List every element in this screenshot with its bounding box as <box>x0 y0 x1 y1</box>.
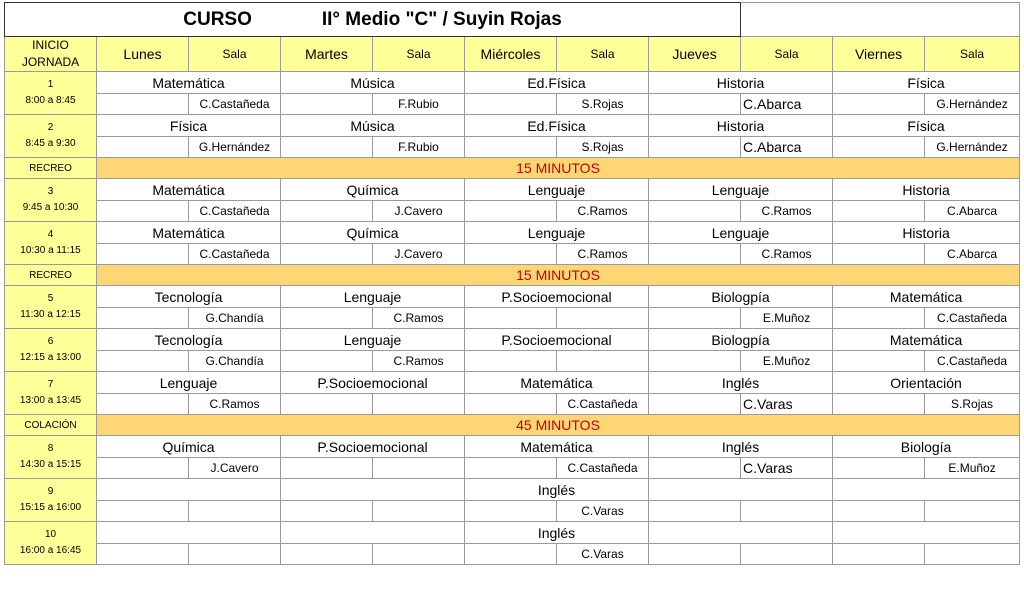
block-time: 14:30 a 15:15 <box>19 459 82 470</box>
teacher-cell: C.Abarca <box>925 244 1020 265</box>
teacher-cell: C.Castañeda <box>557 394 649 415</box>
subject-cell: Lenguaje <box>281 286 465 308</box>
teacher-cell: E.Muñoz <box>925 458 1020 479</box>
room-cell <box>281 201 373 222</box>
block-teacher-row <box>5 137 1020 158</box>
subject-cell <box>833 479 1020 501</box>
block-number: 5 <box>47 293 54 304</box>
subject-cell: Historia <box>833 179 1020 201</box>
subject-cell: P.Socioemocional <box>465 286 649 308</box>
teacher-cell: J.Cavero <box>373 201 465 222</box>
break-row <box>5 415 1020 436</box>
teacher-cell: C.Ramos <box>373 351 465 372</box>
teacher-cell: C.Castañeda <box>925 351 1020 372</box>
room-cell <box>649 137 741 158</box>
block-time-cell <box>5 286 97 329</box>
room-cell <box>833 94 925 115</box>
room-cell <box>649 201 741 222</box>
subject-cell: Lenguaje <box>649 179 833 201</box>
block-time: 10:30 a 11:15 <box>20 245 81 256</box>
day-header-jueves: Jueves <box>649 37 741 72</box>
subject-cell: Matemática <box>833 286 1020 308</box>
room-cell <box>465 308 557 329</box>
block-subject-row <box>5 179 1020 201</box>
block-teacher-row <box>5 458 1020 479</box>
teacher-cell: C.Ramos <box>557 244 649 265</box>
block-time-cell <box>5 115 97 158</box>
break-row <box>5 158 1020 179</box>
block-number: 1 <box>47 79 54 90</box>
block-teacher-row <box>5 394 1020 415</box>
subject-cell: Lenguaje <box>281 329 465 351</box>
block-teacher-row <box>5 244 1020 265</box>
block-teacher-row <box>5 308 1020 329</box>
subject-cell: Biologpía <box>649 329 833 351</box>
room-cell <box>281 394 373 415</box>
block-time: 12:15 a 13:00 <box>19 352 82 363</box>
room-cell <box>281 94 373 115</box>
teacher-cell: S.Rojas <box>925 394 1020 415</box>
break-label: RECREO <box>5 265 97 286</box>
room-cell <box>649 94 741 115</box>
block-time: 13:00 a 13:45 <box>19 395 82 406</box>
subject-cell: Inglés <box>465 522 649 544</box>
subject-cell: Química <box>97 436 281 458</box>
block-number: 8 <box>47 443 54 454</box>
subject-cell: Ed.Física <box>465 72 649 94</box>
subject-cell: Inglés <box>649 372 833 394</box>
block-time: 16:00 a 16:45 <box>19 545 82 556</box>
room-cell <box>465 501 557 522</box>
room-cell <box>833 501 925 522</box>
block-number: 3 <box>47 186 54 197</box>
teacher-cell <box>925 501 1020 522</box>
teacher-cell: C.Varas <box>741 394 833 415</box>
teacher-cell: G.Chandía <box>189 308 281 329</box>
teacher-cell: S.Rojas <box>557 94 649 115</box>
subject-cell: Matemática <box>833 329 1020 351</box>
block-number: 10 <box>44 529 57 540</box>
room-cell <box>649 394 741 415</box>
room-cell <box>465 458 557 479</box>
block-time: 15:15 a 16:00 <box>19 502 82 513</box>
subject-cell <box>97 522 281 544</box>
break-duration: 15 MINUTOS <box>97 158 1020 179</box>
teacher-cell: C.Castañeda <box>189 94 281 115</box>
jornada-label: JORNADA <box>21 55 80 69</box>
block-subject-row <box>5 72 1020 94</box>
subject-cell: Lenguaje <box>465 179 649 201</box>
teacher-cell <box>373 501 465 522</box>
block-teacher-row <box>5 201 1020 222</box>
teacher-cell: J.Cavero <box>189 458 281 479</box>
block-teacher-row <box>5 94 1020 115</box>
block-subject-row <box>5 222 1020 244</box>
subject-cell: Lenguaje <box>465 222 649 244</box>
room-cell <box>833 308 925 329</box>
room-cell <box>97 351 189 372</box>
inicio-label: INICIO <box>32 38 69 52</box>
room-cell <box>833 201 925 222</box>
header-row <box>5 37 1020 72</box>
teacher-cell: C.Ramos <box>557 201 649 222</box>
room-cell <box>97 244 189 265</box>
room-cell <box>97 308 189 329</box>
teacher-cell: F.Rubio <box>373 94 465 115</box>
subject-cell: Música <box>281 72 465 94</box>
sala-header: Sala <box>741 37 833 72</box>
block-time-cell <box>5 329 97 372</box>
block-time-cell <box>5 522 97 565</box>
subject-cell: P.Socioemocional <box>465 329 649 351</box>
block-time: 9:45 a 10:30 <box>22 202 79 213</box>
subject-cell: Orientación <box>833 372 1020 394</box>
inicio-jornada-header <box>5 37 97 72</box>
block-time-cell <box>5 479 97 522</box>
room-cell <box>833 137 925 158</box>
room-cell <box>465 201 557 222</box>
subject-cell: Lenguaje <box>649 222 833 244</box>
subject-cell: Biología <box>833 436 1020 458</box>
teacher-cell <box>741 544 833 565</box>
room-cell <box>281 458 373 479</box>
block-subject-row <box>5 329 1020 351</box>
teacher-cell: G.Hernández <box>925 137 1020 158</box>
break-label: RECREO <box>5 158 97 179</box>
block-subject-row <box>5 286 1020 308</box>
course-name: II° Medio "C" / Suyin Rojas <box>321 8 562 30</box>
subject-cell: Inglés <box>649 436 833 458</box>
teacher-cell <box>741 501 833 522</box>
sala-header: Sala <box>557 37 649 72</box>
subject-cell: Matemática <box>97 72 281 94</box>
subject-cell <box>281 522 465 544</box>
room-cell <box>281 544 373 565</box>
subject-cell: Física <box>833 72 1020 94</box>
subject-cell <box>97 479 281 501</box>
teacher-cell: C.Ramos <box>741 201 833 222</box>
schedule-title <box>5 3 741 37</box>
teacher-cell <box>189 544 281 565</box>
curso-label: CURSO <box>183 8 252 30</box>
subject-cell: Química <box>281 222 465 244</box>
room-cell <box>833 351 925 372</box>
room-cell <box>281 501 373 522</box>
sala-header: Sala <box>925 37 1020 72</box>
teacher-cell: C.Varas <box>741 458 833 479</box>
subject-cell: Matemática <box>97 179 281 201</box>
room-cell <box>649 544 741 565</box>
room-cell <box>97 458 189 479</box>
subject-cell <box>833 522 1020 544</box>
block-teacher-row <box>5 544 1020 565</box>
teacher-cell: C.Abarca <box>741 94 833 115</box>
room-cell <box>649 351 741 372</box>
teacher-cell <box>373 458 465 479</box>
subject-cell: Biologpía <box>649 286 833 308</box>
subject-cell: Matemática <box>465 372 649 394</box>
schedule-table <box>4 2 1020 565</box>
subject-cell: Matemática <box>97 222 281 244</box>
room-cell <box>465 94 557 115</box>
subject-cell <box>649 522 833 544</box>
block-number: 6 <box>47 336 54 347</box>
block-time-cell <box>5 436 97 479</box>
subject-cell: Historia <box>833 222 1020 244</box>
room-cell <box>649 501 741 522</box>
teacher-cell <box>557 308 649 329</box>
sala-header: Sala <box>189 37 281 72</box>
block-number: 7 <box>47 379 54 390</box>
teacher-cell <box>189 501 281 522</box>
subject-cell: Historia <box>649 115 833 137</box>
room-cell <box>833 244 925 265</box>
teacher-cell: C.Castañeda <box>925 308 1020 329</box>
block-subject-row <box>5 372 1020 394</box>
teacher-cell: G.Hernández <box>925 94 1020 115</box>
day-header-martes: Martes <box>281 37 373 72</box>
teacher-cell: C.Varas <box>557 544 649 565</box>
teacher-cell: C.Ramos <box>741 244 833 265</box>
day-header-viernes: Viernes <box>833 37 925 72</box>
room-cell <box>97 501 189 522</box>
teacher-cell: G.Chandía <box>189 351 281 372</box>
room-cell <box>281 308 373 329</box>
block-number: 9 <box>47 486 54 497</box>
teacher-cell: C.Castañeda <box>189 244 281 265</box>
teacher-cell <box>925 544 1020 565</box>
break-duration: 45 MINUTOS <box>97 415 1020 436</box>
subject-cell: P.Socioemocional <box>281 372 465 394</box>
teacher-cell: C.Abarca <box>741 137 833 158</box>
subject-cell: Inglés <box>465 479 649 501</box>
sala-header: Sala <box>373 37 465 72</box>
block-time-cell <box>5 372 97 415</box>
break-label: COLACIÓN <box>5 415 97 436</box>
block-time: 8:00 a 8:45 <box>25 95 76 106</box>
teacher-cell <box>557 351 649 372</box>
subject-cell: Matemática <box>465 436 649 458</box>
teacher-cell: J.Cavero <box>373 244 465 265</box>
room-cell <box>97 394 189 415</box>
block-time: 8:45 a 9:30 <box>25 138 76 149</box>
subject-cell <box>281 479 465 501</box>
teacher-cell: C.Ramos <box>373 308 465 329</box>
block-time-cell <box>5 222 97 265</box>
teacher-cell: F.Rubio <box>373 137 465 158</box>
subject-cell: Música <box>281 115 465 137</box>
teacher-cell: C.Varas <box>557 501 649 522</box>
subject-cell: Química <box>281 179 465 201</box>
room-cell <box>833 544 925 565</box>
subject-cell: Física <box>97 115 281 137</box>
teacher-cell: E.Muñoz <box>741 351 833 372</box>
room-cell <box>649 308 741 329</box>
block-teacher-row <box>5 351 1020 372</box>
teacher-cell: S.Rojas <box>557 137 649 158</box>
room-cell <box>465 351 557 372</box>
block-number: 2 <box>47 122 54 133</box>
room-cell <box>281 351 373 372</box>
break-row <box>5 265 1020 286</box>
room-cell <box>465 244 557 265</box>
block-subject-row <box>5 436 1020 458</box>
block-time: 11:30 a 12:15 <box>20 309 81 320</box>
room-cell <box>97 137 189 158</box>
subject-cell: Ed.Física <box>465 115 649 137</box>
day-header-miercoles: Miércoles <box>465 37 557 72</box>
subject-cell: Tecnología <box>97 329 281 351</box>
block-number: 4 <box>47 229 54 240</box>
subject-cell: Lenguaje <box>97 372 281 394</box>
room-cell <box>97 94 189 115</box>
block-teacher-row <box>5 501 1020 522</box>
block-subject-row <box>5 479 1020 501</box>
teacher-cell: G.Hernández <box>189 137 281 158</box>
teacher-cell <box>373 394 465 415</box>
break-duration: 15 MINUTOS <box>97 265 1020 286</box>
block-subject-row <box>5 115 1020 137</box>
teacher-cell: C.Abarca <box>925 201 1020 222</box>
room-cell <box>465 137 557 158</box>
room-cell <box>281 137 373 158</box>
subject-cell: P.Socioemocional <box>281 436 465 458</box>
subject-cell: Historia <box>649 72 833 94</box>
room-cell <box>97 201 189 222</box>
room-cell <box>281 244 373 265</box>
room-cell <box>833 458 925 479</box>
subject-cell <box>649 479 833 501</box>
title-blank <box>741 3 1020 37</box>
teacher-cell: E.Muñoz <box>741 308 833 329</box>
room-cell <box>465 394 557 415</box>
block-subject-row <box>5 522 1020 544</box>
teacher-cell: C.Ramos <box>189 394 281 415</box>
room-cell <box>465 544 557 565</box>
day-header-lunes: Lunes <box>97 37 189 72</box>
room-cell <box>97 544 189 565</box>
teacher-cell: C.Castañeda <box>189 201 281 222</box>
room-cell <box>649 244 741 265</box>
block-time-cell <box>5 72 97 115</box>
teacher-cell <box>373 544 465 565</box>
teacher-cell: C.Castañeda <box>557 458 649 479</box>
subject-cell: Tecnología <box>97 286 281 308</box>
block-time-cell <box>5 179 97 222</box>
subject-cell: Física <box>833 115 1020 137</box>
room-cell <box>649 458 741 479</box>
room-cell <box>833 394 925 415</box>
